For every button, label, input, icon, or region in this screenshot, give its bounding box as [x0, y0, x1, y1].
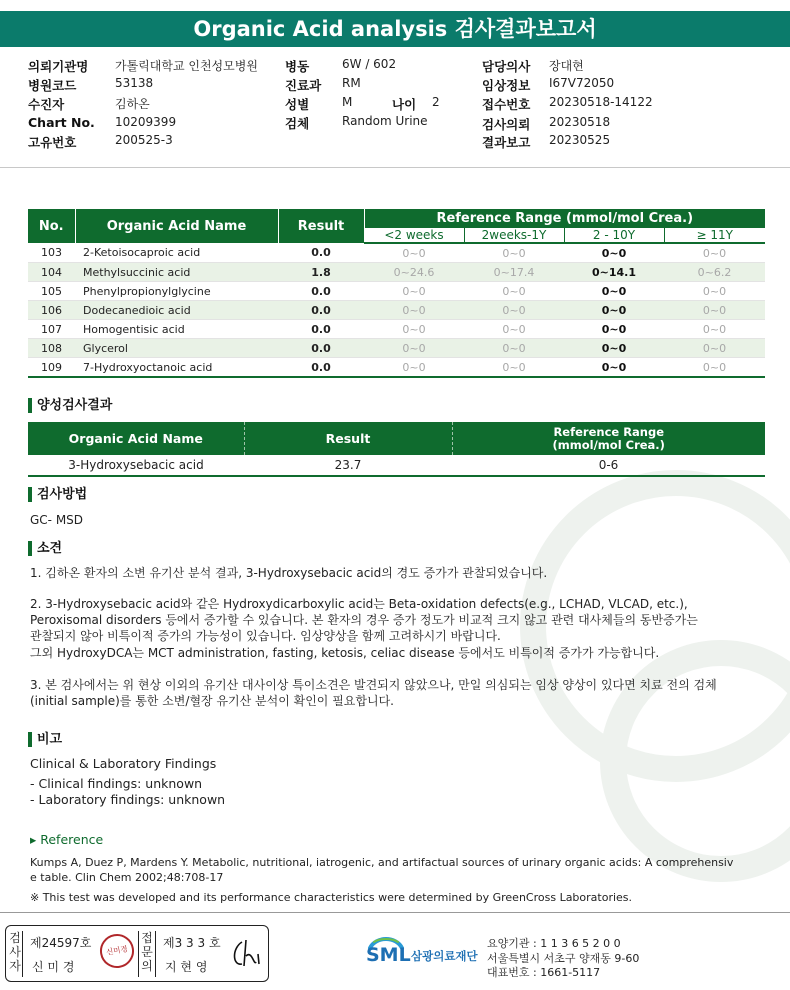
sex-label: 성별 — [285, 97, 310, 112]
dept-value: RM — [342, 76, 361, 90]
opinion-p3-line2: (initial sample)를 통한 소변/혈장 유기산 분석이 확인이 필요합니다. — [30, 694, 394, 708]
footer-divider — [0, 912, 790, 913]
opinion-heading: 소견 — [28, 541, 62, 556]
pos-col-result: Result — [244, 422, 452, 455]
row-no: 104 — [28, 263, 75, 282]
remarks-heading: 비고 — [28, 732, 62, 747]
row-name: Homogentisic acid — [75, 320, 278, 339]
unique-label: 고유번호 — [28, 135, 77, 150]
row-ref-2: 0~0 — [464, 320, 564, 339]
col-ref-3: 2 - 10Y — [564, 228, 664, 243]
pos-row-ref: 0-6 — [452, 455, 765, 476]
hospital-value: 가톨릭대학교 인천성모병원 — [115, 59, 258, 73]
row-ref-2: 0~0 — [464, 243, 564, 263]
method-text: GC- MSD — [30, 513, 84, 527]
row-name: Dodecanedioic acid — [75, 301, 278, 320]
pos-row-name: 3-Hydroxysebacic acid — [28, 455, 244, 476]
row-ref-2: 0~0 — [464, 339, 564, 358]
remarks-line1: Clinical & Laboratory Findings — [30, 756, 217, 771]
opinion-p2-line2: Peroxisomal disorders 등에서 증가할 수 있습니다. 본 환자의 경우 증가 정도가 비교적 크지 않고 관련 대사체들의 동반증가는 — [30, 613, 698, 627]
row-ref-1: 0~0 — [364, 320, 464, 339]
approver-name: 지 현 영 — [165, 960, 208, 974]
org-code: 요양기관 : 1 1 3 6 5 2 0 0 — [487, 937, 621, 950]
row-ref-3: 0~14.1 — [564, 263, 664, 282]
request-value: 20230518 — [549, 115, 611, 129]
method-heading: 검사방법 — [28, 487, 87, 502]
examiner-vlabel — [8, 931, 23, 977]
row-ref-4: 0~6.2 — [664, 263, 765, 282]
clinical-value: I67V72050 — [549, 76, 615, 90]
table-row — [28, 301, 765, 320]
col-ref-1: <2 weeks — [364, 228, 464, 243]
chart-label: Chart No. — [28, 115, 95, 130]
row-no: 103 — [28, 243, 75, 263]
remarks-line3: - Laboratory findings: unknown — [30, 792, 226, 807]
approver-vlabel-1: 접 — [141, 931, 153, 945]
row-ref-1: 0~0 — [364, 358, 464, 378]
col-no: No. — [28, 209, 75, 243]
table-row — [28, 320, 765, 339]
row-ref-3: 0~0 — [564, 301, 664, 320]
row-ref-3: 0~0 — [564, 320, 664, 339]
row-no: 105 — [28, 282, 75, 301]
results-table — [28, 209, 765, 378]
row-name: 2-Ketoisocaproic acid — [75, 243, 278, 263]
ward-label: 병동 — [285, 59, 310, 74]
opinion-p2-line4: 그외 HydroxyDCA는 MCT administration, fasting, ketosis, celiac disease 등에서도 비특이적 증가가 가능합니다. — [30, 646, 660, 660]
examiner-vlabel-2: 사 — [9, 945, 21, 959]
opinion-p1: 1. 김하온 환자의 소변 유기산 분석 결과, 3-Hydroxysebacic acid의 경도 증가가 관찰되었습니다. — [30, 566, 548, 580]
reference-line1: Kumps A, Duez P, Mardens Y. Metabolic, nutritional, iatrogenic, and artifactual sources of urinary organic acids: A comprehensiv — [30, 856, 734, 869]
row-ref-1: 0~0 — [364, 301, 464, 320]
col-result: Result — [278, 209, 364, 243]
opinion-p3-line1: 3. 본 검사에서는 위 현상 이외의 유기산 대사이상 특이소견은 발견되지 않았으나, 만일 의심되는 임상 양상이 있다면 치료 전의 검체 — [30, 678, 717, 692]
reference-line2: e table. Clin Chem 2002;48:708-17 — [30, 871, 224, 884]
table-row — [28, 339, 765, 358]
age-value: 2 — [432, 95, 440, 109]
receipt-label: 접수번호 — [482, 97, 531, 112]
report-date-label: 결과보고 — [482, 135, 531, 150]
row-result: 0.0 — [278, 243, 364, 263]
hospital-code-value: 53138 — [115, 76, 154, 90]
pos-col-ref-line2: (mmol/mol Crea.) — [552, 437, 665, 452]
patient-label: 수진자 — [28, 97, 65, 112]
approver-vlabel-3: 의 — [141, 959, 153, 973]
row-name: 7-Hydroxyoctanoic acid — [75, 358, 278, 378]
report-title: Organic Acid analysis 검사결과보고서 — [0, 11, 790, 47]
row-ref-4: 0~0 — [664, 301, 765, 320]
row-result: 0.0 — [278, 301, 364, 320]
request-label: 검사의뢰 — [482, 117, 531, 132]
age-label: 나이 — [392, 97, 417, 112]
receipt-value: 20230518-14122 — [549, 95, 653, 109]
header-divider — [0, 167, 790, 168]
signature-box — [5, 925, 269, 982]
examiner-vlabel-3: 자 — [9, 959, 21, 973]
clinical-label: 임상정보 — [482, 78, 531, 93]
table-row — [28, 243, 765, 263]
positive-table — [28, 422, 765, 477]
approver-no: 제3 3 3 호 — [163, 936, 221, 950]
row-ref-2: 0~0 — [464, 282, 564, 301]
unique-value: 200525-3 — [115, 133, 173, 147]
org-name: 삼광의료재단 — [411, 949, 478, 963]
pos-col-ref — [452, 422, 765, 455]
row-ref-4: 0~0 — [664, 282, 765, 301]
examiner-seal-text: 신미경 — [105, 944, 129, 957]
approver-vlabel-2: 문 — [141, 945, 153, 959]
row-result: 0.0 — [278, 339, 364, 358]
table-row — [28, 282, 765, 301]
row-ref-4: 0~0 — [664, 243, 765, 263]
table-row — [28, 455, 765, 476]
row-result: 0.0 — [278, 282, 364, 301]
row-ref-3: 0~0 — [564, 243, 664, 263]
row-no: 108 — [28, 339, 75, 358]
row-ref-3: 0~0 — [564, 358, 664, 378]
row-name: Glycerol — [75, 339, 278, 358]
col-ref-2: 2weeks-1Y — [464, 228, 564, 243]
row-ref-1: 0~24.6 — [364, 263, 464, 282]
patient-value: 김하온 — [115, 97, 150, 111]
specimen-label: 검체 — [285, 116, 310, 131]
reference-heading: ▸ Reference — [30, 832, 104, 847]
row-ref-3: 0~0 — [564, 339, 664, 358]
table-row — [28, 263, 765, 282]
remarks-line2: - Clinical findings: unknown — [30, 776, 203, 791]
row-ref-1: 0~0 — [364, 339, 464, 358]
row-result: 0.0 — [278, 358, 364, 378]
row-name: Methylsuccinic acid — [75, 263, 278, 282]
row-no: 109 — [28, 358, 75, 378]
row-no: 107 — [28, 320, 75, 339]
opinion-p2-line1: 2. 3-Hydroxysebacic acid와 같은 Hydroxydicarboxylic acid는 Beta-oxidation defects(e.g., LCHAD, VLCAD, etc.), — [30, 597, 688, 611]
org-tel: 대표번호 : 1661-5117 — [487, 966, 601, 979]
chart-value: 10209399 — [115, 115, 177, 129]
row-name: Phenylpropionylglycine — [75, 282, 278, 301]
doctor-value: 장대현 — [549, 59, 584, 73]
examiner-no: 제24597호 — [30, 936, 92, 950]
org-address: 서울특별시 서초구 양재동 9-60 — [487, 952, 640, 965]
examiner-vlabel-1: 검 — [9, 931, 21, 945]
row-ref-1: 0~0 — [364, 243, 464, 263]
approver-signature — [228, 936, 264, 972]
col-ref-4: ≥ 11Y — [664, 228, 765, 243]
approver-vlabel — [138, 931, 156, 977]
row-ref-1: 0~0 — [364, 282, 464, 301]
pos-col-name: Organic Acid Name — [28, 422, 244, 455]
row-ref-4: 0~0 — [664, 339, 765, 358]
row-ref-2: 0~0 — [464, 301, 564, 320]
positive-heading: 양성검사결과 — [28, 398, 112, 413]
pos-col-ref-line1: Reference Range — [553, 424, 665, 439]
examiner-seal — [97, 931, 136, 970]
opinion-p2-line3: 관찰되지 않아 비특이적 증가의 가능성이 있습니다. 임상양상을 함께 고려하시기 바랍니다. — [30, 629, 501, 643]
row-result: 0.0 — [278, 320, 364, 339]
sex-value: M — [342, 95, 353, 109]
report-date-value: 20230525 — [549, 133, 611, 147]
col-name: Organic Acid Name — [75, 209, 278, 243]
col-reference: Reference Range (mmol/mol Crea.) — [364, 209, 765, 228]
row-no: 106 — [28, 301, 75, 320]
pos-row-result: 23.7 — [244, 455, 452, 476]
specimen-value: Random Urine — [342, 114, 428, 128]
row-result: 1.8 — [278, 263, 364, 282]
reference-note: ※ This test was developed and its performance characteristics were determined by GreenCross Laboratories. — [30, 891, 633, 904]
row-ref-4: 0~0 — [664, 358, 765, 378]
ward-value: 6W / 602 — [342, 57, 397, 71]
doctor-label: 담당의사 — [482, 59, 531, 74]
row-ref-4: 0~0 — [664, 320, 765, 339]
row-ref-3: 0~0 — [564, 282, 664, 301]
row-ref-2: 0~0 — [464, 358, 564, 378]
hospital-code-label: 병원코드 — [28, 78, 77, 93]
dept-label: 진료과 — [285, 78, 322, 93]
row-ref-2: 0~17.4 — [464, 263, 564, 282]
table-row — [28, 358, 765, 378]
sml-logo-text: SML — [366, 944, 411, 966]
examiner-name: 신 미 경 — [32, 960, 75, 974]
hospital-label: 의뢰기관명 — [28, 59, 89, 74]
